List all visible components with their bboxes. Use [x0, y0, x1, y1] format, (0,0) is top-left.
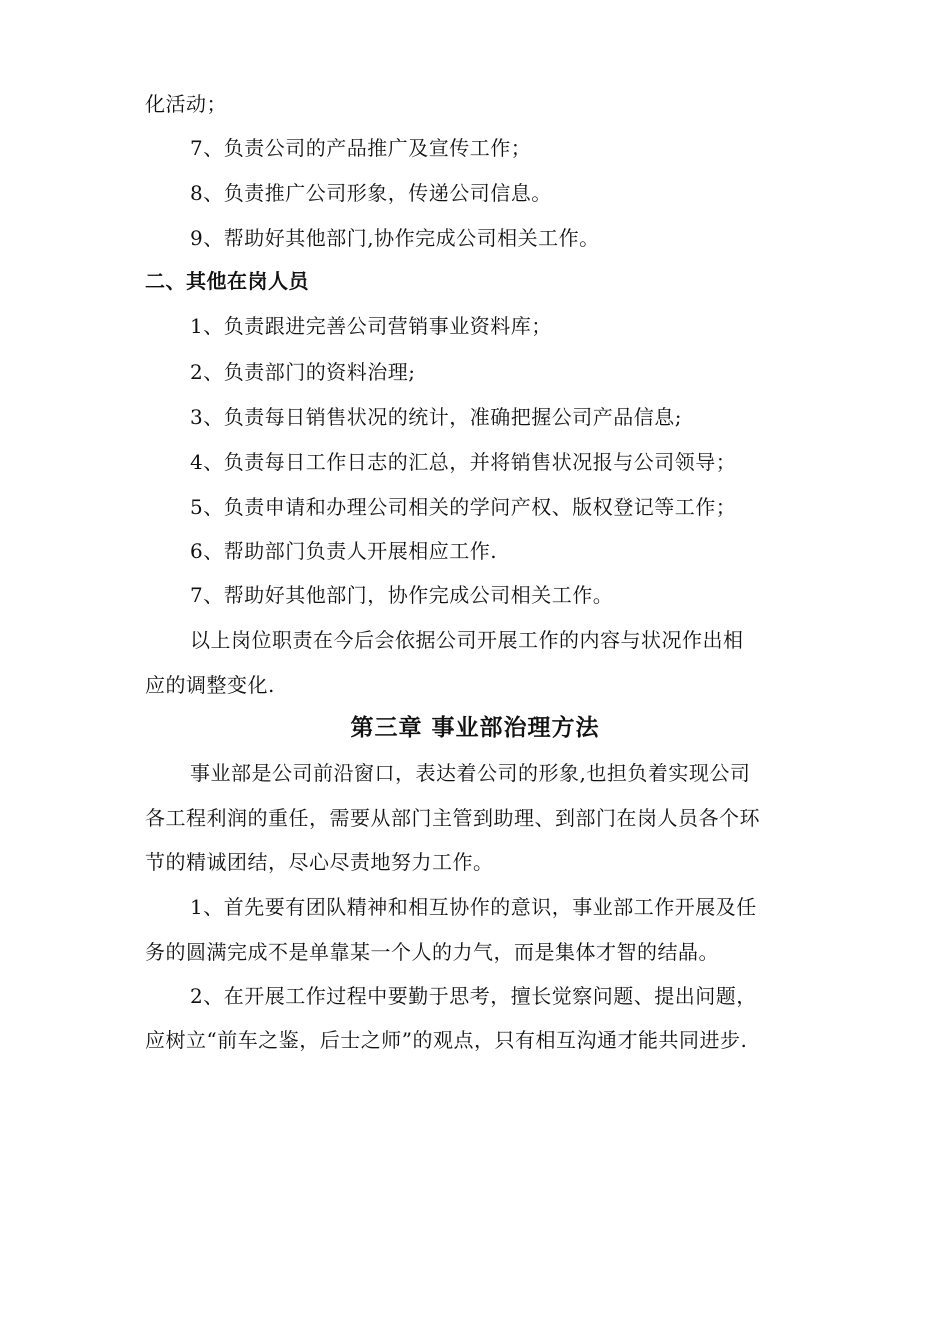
paragraph-line: 2、在开展工作过程中要勤于思考，擅长觉察问题、提出问题，: [190, 984, 757, 1008]
paragraph-line: 应的调整变化.: [145, 673, 275, 697]
paragraph-line: 节的精诚团结，尽心尽责地努力工作。: [145, 850, 494, 874]
list-item: 9、帮助好其他部门,协作完成公司相关工作。: [190, 226, 600, 250]
paragraph-line: 务的圆满完成不是单靠某一个人的力气，而是集体才智的结晶。: [145, 940, 719, 964]
list-item: 4、负责每日工作日志的汇总，并将销售状况报与公司领导；: [190, 450, 737, 474]
list-item: 5、负责申请和办理公司相关的学问产权、版权登记等工作；: [190, 495, 737, 519]
list-item: 2、负责部门的资料治理;: [190, 360, 416, 384]
paragraph-line: 应树立“前车之鉴，后士之师”的观点，只有相互沟通才能共同进步.: [145, 1028, 748, 1052]
paragraph-line: 以上岗位职责在今后会依据公司开展工作的内容与状况作出相: [190, 628, 744, 652]
list-item: 8、负责推广公司形象，传递公司信息。: [190, 181, 552, 205]
list-item: 3、负责每日销售状况的统计，准确把握公司产品信息;: [190, 405, 682, 429]
list-item: 6、帮助部门负责人开展相应工作.: [190, 539, 498, 563]
list-item: 7、帮助好其他部门，协作完成公司相关工作。: [190, 583, 614, 607]
section-heading: 二、其他在岗人员: [145, 269, 309, 293]
paragraph-line: 各工程利润的重任，需要从部门主管到助理、到部门在岗人员各个环: [145, 806, 760, 830]
list-item: 1、负责跟进完善公司营销事业资料库；: [190, 314, 552, 338]
paragraph-line: 1、首先要有团队精神和相互协作的意识，事业部工作开展及任: [190, 895, 757, 919]
list-item: 7、负责公司的产品推广及宣传工作；: [190, 136, 532, 160]
chapter-title: 第三章 事业部治理方法: [350, 715, 600, 741]
paragraph-line: 事业部是公司前沿窗口，表达着公司的形象,也担负着实现公司: [190, 761, 751, 785]
text-line: 化活动；: [145, 92, 227, 116]
